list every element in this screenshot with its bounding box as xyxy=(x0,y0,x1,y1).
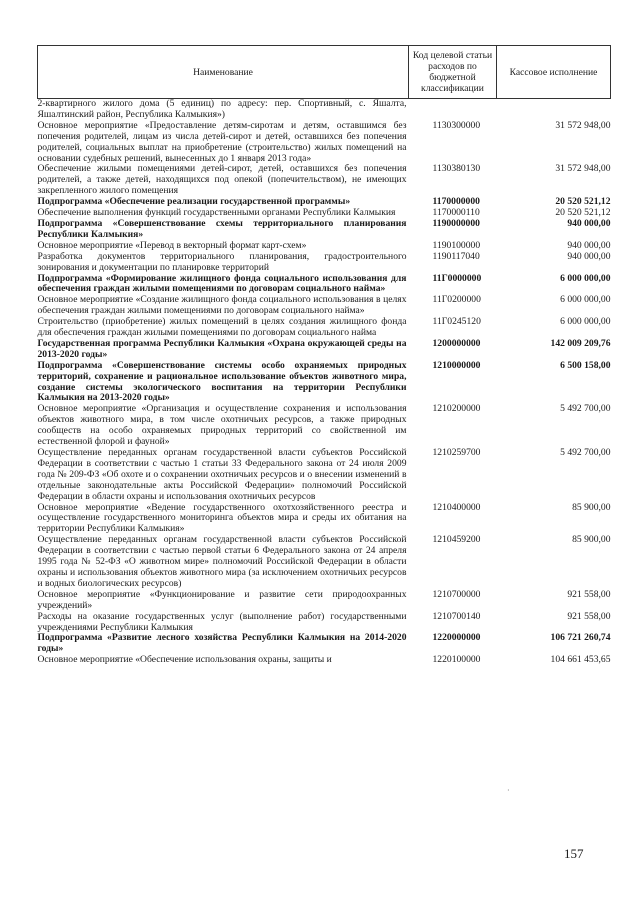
row-amount: 20 520 521,12 xyxy=(555,196,611,208)
table-row xyxy=(38,274,611,296)
row-name: Подпрограмма «Совершенствование системы особо охраняемых природных территорий, сохранение и рациональное использование объектов животного мира, создание системы экологического воспитания на территории Республики Калмыкия на 2013-2020 годы» xyxy=(37,359,407,404)
table-row xyxy=(38,590,611,612)
row-amount: 142 009 209,76 xyxy=(550,337,611,349)
row-name: Основное мероприятие «Создание жилищного фонда социального использования в целях обеспечения граждан жилыми помещениями по договорам социального найма» xyxy=(37,294,407,317)
row-code: 1210700140 xyxy=(432,610,481,622)
row-name: Подпрограмма «Формирование жилищного фонда социального использования для обеспечения граждан жилыми помещениями по договорам социального найма» xyxy=(37,272,407,295)
row-amount: 85 900,00 xyxy=(572,501,611,513)
row-code: 1220100000 xyxy=(432,654,481,666)
row-name: Основное мероприятие «Перевод в векторный формат карт-схем» xyxy=(37,239,307,251)
row-amount: 31 572 948,00 xyxy=(555,163,611,175)
row-name: Подпрограмма «Обеспечение реализации государственной программы» xyxy=(37,196,351,208)
row-name: Осуществление переданных органам государственной власти субъектов Российской Федерации в соответствии с частью 1 статьи 33 Федерального закона от 24 июля 2009 года № 209-ФЗ «Об охоте и о сохранении охотничьих ресурсов и о внесении изменений в отдельные законодательные акты Российской Федерации» полномочий Российской Федерации в области охраны и использования охотничьих ресурсов xyxy=(37,447,407,502)
row-name: Подпрограмма «Совершенствование схемы территориального планирования Республики Калмыкия» xyxy=(37,217,407,240)
row-name: 2-квартирного жилого дома (5 единиц) по адресу: пер. Спортивный, с. Яшалта, Яшалтинский район, Республика Калмыкия») xyxy=(37,98,407,120)
table-row xyxy=(38,339,611,361)
table-row xyxy=(38,633,611,655)
row-code: 1210700000 xyxy=(432,588,481,600)
row-amount: 6 500 158,00 xyxy=(560,359,611,371)
row-name: Основное мероприятие «Обеспечение использования охраны, защиты и xyxy=(37,654,332,666)
scan-mark: · xyxy=(507,786,510,795)
row-name: Осуществление переданных органам государственной власти субъектов Российской Федерации в соответствии с частью первой статьи 6 Федерального закона от 24 апреля 1995 года № 52-ФЗ «О животном мире» полномочий Российской Федерации в области охраны и использования объектов животного мира (за исключением охотничьих ресурсов и водных биологических ресурсов) xyxy=(37,534,407,589)
row-amount: 106 721 260,74 xyxy=(550,632,611,644)
row-code: 1220000000 xyxy=(432,632,481,644)
row-code: 1130300000 xyxy=(432,119,481,131)
table-row xyxy=(38,252,611,274)
row-code: 1200000000 xyxy=(432,337,481,349)
table-row xyxy=(38,361,611,405)
row-code: 11Г0245120 xyxy=(432,316,481,328)
row-amount: 921 558,00 xyxy=(567,610,611,622)
row-name: Основное мероприятие «Ведение государственного охотхозяйственного реестра и осуществление государственного мониторинга объектов мира и среды их обитания на территории Республики Калмыкия» xyxy=(37,501,407,535)
row-name: Основное мероприятие «Организация и осуществление сохранения и использования объектов животного мира, в том числе охотничьих ресурсов, а также природных сообществ на особо охраняемых природных территорий со свойственной им естественной флорой и фауной» xyxy=(37,403,407,448)
row-name: Обеспечение выполнения функций государственными органами Республики Калмыкия xyxy=(37,207,396,219)
table-row xyxy=(38,404,611,448)
row-name: Основное мероприятие «Функционирование и развитие сети природоохранных учреждений» xyxy=(37,588,407,611)
header-code: Код целевой статьи расходов по бюджетной классификации xyxy=(409,46,497,99)
row-code xyxy=(409,99,497,121)
row-amount xyxy=(497,99,611,121)
row-amount: 6 000 000,00 xyxy=(560,294,611,306)
row-amount: 921 558,00 xyxy=(567,588,611,600)
row-amount: 6 000 000,00 xyxy=(560,272,611,284)
row-code: 1190100000 xyxy=(432,239,481,251)
table-row xyxy=(38,655,611,666)
table-body xyxy=(38,99,611,667)
row-code: 1190117040 xyxy=(432,250,480,262)
row-amount: 31 572 948,00 xyxy=(555,119,611,131)
row-amount: 85 900,00 xyxy=(572,534,611,546)
header-name: Наименование xyxy=(38,46,409,99)
header-amount: Кассовое исполнение xyxy=(497,46,611,99)
table-row xyxy=(38,99,611,121)
row-name: Расходы на оказание государственных услуг (выполнение работ) государственными учреждениями Республики Калмыкия xyxy=(37,610,407,633)
table-row xyxy=(38,164,611,197)
row-amount: 940 000,00 xyxy=(567,239,611,251)
row-name: Разработка документов территориального планирования, градостроительного зонирования и документации по планировке территорий xyxy=(37,250,407,273)
row-name: Государственная программа Республики Калмыкия «Охрана окружающей среды на 2013-2020 годы» xyxy=(37,337,407,360)
row-amount: 104 661 453,65 xyxy=(550,654,611,666)
table-row xyxy=(38,503,611,536)
budget-execution-table xyxy=(37,45,611,666)
row-name: Обеспечение жилыми помещениями детей-сирот, детей, оставшихся без попечения родителей, а также детей, находящихся под опекой (попечительством), не имеющих закрепленного жилого помещения xyxy=(37,163,407,197)
row-code: 1170000000 xyxy=(432,196,480,208)
row-code: 1190000000 xyxy=(432,217,480,229)
row-amount: 20 520 521,12 xyxy=(555,207,611,219)
row-amount: 940 000,00 xyxy=(567,250,611,262)
table-row xyxy=(38,121,611,165)
row-code: 1210400000 xyxy=(432,501,481,513)
table-header-row xyxy=(38,46,611,99)
table-row xyxy=(38,612,611,634)
row-code: 11Г0200000 xyxy=(432,294,481,306)
row-code: 1210200000 xyxy=(432,403,481,415)
row-code: 1210000000 xyxy=(432,359,481,371)
row-amount: 6 000 000,00 xyxy=(560,316,611,328)
row-name: Подпрограмма «Развитие лесного хозяйства Республики Калмыкия на 2014-2020 годы» xyxy=(37,632,407,655)
row-amount: 5 492 700,00 xyxy=(560,403,611,415)
page-number: 157 xyxy=(564,846,584,861)
row-amount: 5 492 700,00 xyxy=(560,447,611,458)
row-name: Строительство (приобретение) жилых помещений в целях создания жилищного фонда для обеспечения граждан жилыми помещениями по договорам социального найма xyxy=(37,316,407,339)
row-amount: 940 000,00 xyxy=(567,217,611,229)
table-row xyxy=(38,448,611,503)
row-code: 11Г0000000 xyxy=(432,272,482,284)
row-code: 1210459200 xyxy=(432,534,481,546)
row-code: 1210259700 xyxy=(432,447,481,458)
row-code: 1130380130 xyxy=(432,163,481,175)
row-code: 1170000110 xyxy=(432,207,480,219)
table-row xyxy=(38,535,611,590)
table-row xyxy=(38,219,611,241)
table-row xyxy=(38,295,611,317)
table-row xyxy=(38,317,611,339)
row-name: Основное мероприятие «Предоставление детям-сиротам и детям, оставшимся без попечения родителей, лицам из числа детей-сирот и детей, оставшихся без попечения родителей, социальных выплат на приобретение (строительство) жилых помещений на основании судебных решений, вынесенных до 1 января 2013 года» xyxy=(37,119,407,164)
